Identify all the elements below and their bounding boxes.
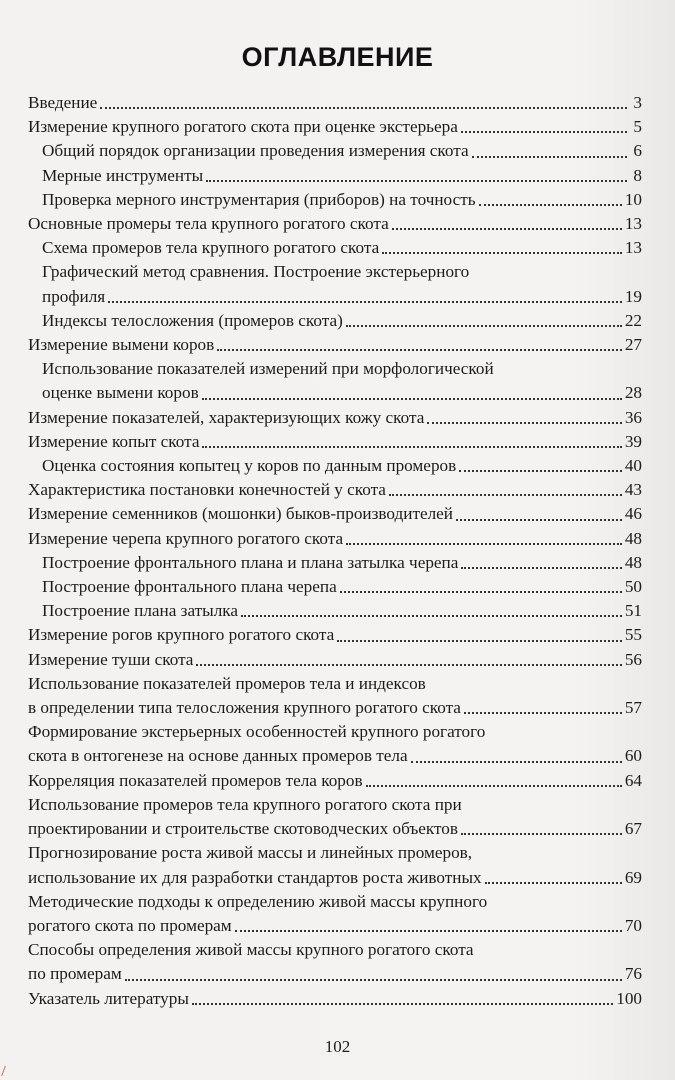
toc-entry-page: 13	[624, 238, 642, 258]
toc-entry	[28, 720, 642, 768]
toc-entry-page: 6	[633, 141, 642, 161]
dot-leader	[411, 761, 622, 763]
toc-entry	[28, 164, 642, 188]
page-number: 102	[324, 1037, 351, 1056]
toc-entry	[28, 454, 642, 478]
toc-entry-text: Указатель литературы	[28, 988, 189, 1008]
dot-leader	[461, 567, 621, 569]
toc-entry-text: Оценка состояния копытец у коров по данным промеров	[42, 456, 457, 476]
toc-entry	[28, 188, 642, 212]
toc-entry-text: использование их для разработки стандартов роста животных	[28, 867, 482, 887]
toc-entry-text: Проверка мерного инструментария (приборов) на точность	[42, 189, 476, 209]
toc-entry	[28, 648, 642, 672]
table-of-contents	[28, 91, 642, 1011]
toc-entry	[28, 236, 642, 260]
toc-entry-text: Измерение рогов крупного рогатого скота	[28, 625, 335, 645]
toc-entry-page: 50	[624, 577, 642, 597]
toc-entry-text: Индексы телосложения (промеров скота)	[42, 310, 343, 330]
dot-leader	[108, 301, 622, 303]
toc-entry	[28, 769, 642, 793]
dot-leader	[192, 1003, 613, 1005]
toc-entry	[28, 91, 642, 115]
dot-leader	[337, 640, 622, 642]
toc-entry-text: Прогнозирование роста живой массы и линейных промеров,	[28, 843, 473, 863]
dot-leader	[340, 591, 622, 593]
toc-entry-text: Характеристика постановки конечностей у скота	[28, 480, 386, 500]
toc-entry-page: 69	[624, 867, 642, 887]
dot-leader	[366, 785, 622, 787]
toc-entry-page: 100	[616, 988, 642, 1008]
toc-entry	[28, 260, 642, 308]
toc-entry-page: 28	[624, 383, 642, 403]
toc-entry-page: 55	[624, 625, 642, 645]
toc-entry	[28, 212, 642, 236]
dot-leader	[125, 979, 622, 981]
toc-entry-text: Измерение показателей, характеризующих кожу скота	[28, 407, 425, 427]
toc-entry-page: 56	[624, 649, 642, 669]
toc-entry	[28, 599, 642, 623]
edge-mark	[1, 1066, 12, 1076]
toc-entry-text: оценке вымени коров	[42, 383, 199, 403]
toc-entry-text: Схема промеров тела крупного рогатого скота	[42, 238, 380, 258]
toc-entry-text: Формирование экстерьерных особенностей крупного рогатого	[28, 722, 486, 742]
toc-entry-text: Построение фронтального плана черепа	[42, 577, 337, 597]
toc-entry-page: 27	[624, 335, 642, 355]
dot-leader	[346, 543, 622, 545]
toc-entry	[28, 333, 642, 357]
toc-entry-text: Основные промеры тела крупного рогатого скота	[28, 214, 389, 234]
toc-entry	[28, 551, 642, 575]
dot-leader	[485, 882, 622, 884]
toc-entry-page: 39	[624, 431, 642, 451]
toc-entry-page: 43	[624, 480, 642, 500]
toc-entry	[28, 987, 642, 1011]
toc-entry-text: Построение фронтального плана и плана затылка черепа	[42, 552, 459, 572]
dot-leader	[461, 131, 627, 133]
toc-entry-text: Мерные инструменты	[42, 165, 204, 185]
toc-entry-page: 22	[624, 310, 642, 330]
toc-entry-text: Введение	[28, 93, 98, 112]
toc-entry	[28, 502, 642, 526]
toc-entry-text: профиля	[42, 286, 106, 306]
toc-entry-text: в определении типа телосложения крупного рогатого скота	[28, 698, 461, 718]
dot-leader	[472, 156, 627, 158]
dot-leader	[389, 494, 622, 496]
page-title: ОГЛАВЛЕНИЕ	[241, 42, 434, 72]
toc-entry-text: Корреляция показателей промеров тела коров	[28, 770, 363, 790]
dot-leader	[382, 252, 622, 254]
toc-entry	[28, 309, 642, 333]
toc-entry	[28, 115, 642, 139]
dot-leader	[100, 107, 627, 109]
dot-leader	[241, 615, 622, 617]
toc-entry-text: Измерение семенников (мошонки) быков-производителей	[28, 504, 454, 524]
toc-entry-text: Измерение крупного рогатого скота при оценке экстерьера	[28, 117, 458, 137]
toc-entry-text: Измерение туши скота	[28, 649, 194, 669]
dot-leader	[202, 446, 621, 448]
toc-entry-text: Измерение вымени коров	[28, 335, 215, 355]
toc-entry-page: 60	[624, 746, 642, 766]
dot-leader	[392, 228, 622, 230]
toc-entry-text: Измерение копыт скота	[28, 431, 200, 451]
dot-leader	[461, 833, 622, 835]
toc-entry-text: Методические подходы к определению живой массы крупного	[28, 891, 488, 911]
dot-leader	[456, 519, 622, 521]
toc-entry	[28, 793, 642, 841]
dot-leader	[202, 398, 622, 400]
toc-entry-text: по промерам	[28, 964, 122, 984]
dot-leader	[459, 470, 622, 472]
toc-entry	[28, 841, 642, 889]
dot-leader	[235, 930, 622, 932]
toc-entry	[28, 672, 642, 720]
toc-entry-page: 48	[624, 552, 642, 572]
dot-leader	[206, 180, 627, 182]
toc-entry-page: 51	[624, 601, 642, 621]
toc-entry-page: 3	[633, 93, 642, 112]
dot-leader	[479, 204, 622, 206]
toc-entry	[28, 938, 642, 986]
toc-entry	[28, 575, 642, 599]
toc-entry	[28, 623, 642, 647]
toc-entry-page: 19	[624, 286, 642, 306]
toc-entry-page: 57	[624, 698, 642, 718]
toc-entry-text: Общий порядок организации проведения измерения скота	[42, 141, 469, 161]
toc-entry	[28, 478, 642, 502]
dot-leader	[464, 712, 622, 714]
toc-entry-page: 8	[633, 165, 642, 185]
dot-leader	[346, 325, 622, 327]
toc-entry	[28, 430, 642, 454]
toc-entry	[28, 527, 642, 551]
toc-entry-page: 10	[624, 189, 642, 209]
toc-entry-page: 13	[624, 214, 642, 234]
toc-entry-text: Измерение черепа крупного рогатого скота	[28, 528, 344, 548]
toc-entry-page: 70	[624, 915, 642, 935]
toc-entry-page: 46	[624, 504, 642, 524]
toc-entry-page: 36	[624, 407, 642, 427]
toc-entry-page: 64	[624, 770, 642, 790]
toc-entry-page: 76	[624, 964, 642, 984]
dot-leader	[217, 349, 622, 351]
toc-entry	[28, 357, 642, 405]
toc-entry-text: рогатого скота по промерам	[28, 915, 232, 935]
toc-entry-page: 40	[624, 456, 642, 476]
toc-entry-page: 48	[624, 528, 642, 548]
toc-entry-page: 67	[624, 819, 642, 839]
toc-entry-page: 5	[633, 117, 642, 137]
toc-entry-text: Использование промеров тела крупного рогатого скота при	[28, 794, 462, 814]
toc-entry-text: Графический метод сравнения. Построение экстерьерного	[42, 262, 470, 282]
toc-entry	[28, 406, 642, 430]
toc-entry-text: Использование показателей измерений при морфологической	[42, 359, 494, 379]
toc-entry	[28, 139, 642, 163]
dot-leader	[196, 664, 621, 666]
toc-entry-text: Способы определения живой массы крупного рогатого скота	[28, 940, 474, 960]
toc-entry	[28, 890, 642, 938]
dot-leader	[427, 422, 621, 424]
toc-entry-text: проектировании и строительстве скотоводческих объектов	[28, 819, 459, 839]
toc-entry-text: скота в онтогенезе на основе данных промеров тела	[28, 746, 408, 766]
toc-entry-text: Использование показателей промеров тела и индексов	[28, 673, 426, 693]
toc-entry-text: Построение плана затылка	[42, 601, 238, 621]
